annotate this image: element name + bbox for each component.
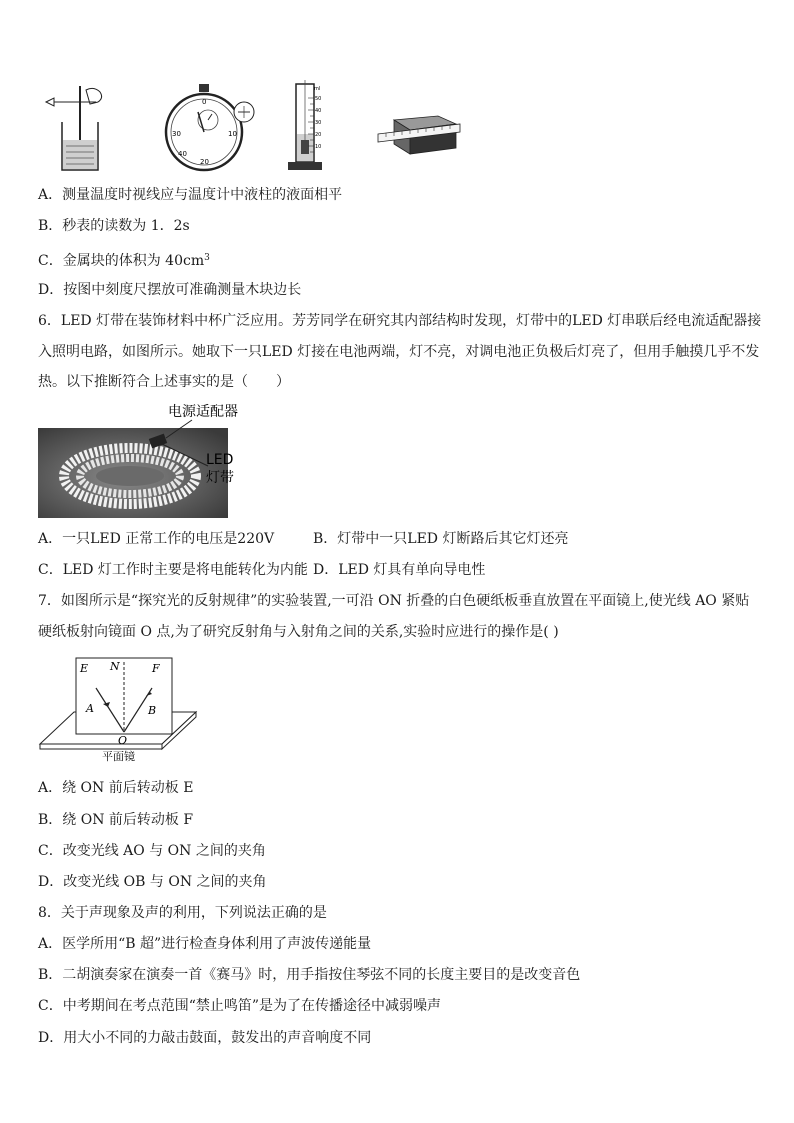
led-strip-photo [38, 400, 284, 520]
graduated-cylinder-figure [282, 80, 330, 174]
stopwatch-num-0: 0 [202, 98, 207, 106]
stopwatch-num-20: 20 [200, 158, 209, 166]
q5-option-c-superscript: 3 [204, 253, 210, 263]
stopwatch-num-10: 10 [228, 130, 237, 138]
q7-option-a: A．绕 ON 前后转动板 E [38, 780, 194, 796]
ruler-block-figure [376, 110, 462, 160]
stopwatch-num-30: 30 [172, 130, 181, 138]
led-strip-label: 灯带 [206, 470, 234, 486]
q7-stem-line2: 硬纸板射向镜面 O 点,为了研究反射角与入射角之间的关系,实验时应进行的操作是( ) [38, 624, 559, 640]
q6-stem-line1: 6．LED 灯带在装饰材料中杯广泛应用。芳芳同学在研究其内部结构时发现，灯带中的LED 灯串联后经电流适配器接 [38, 313, 762, 329]
stopwatch-figure [158, 82, 256, 174]
light-reflection-figure [38, 652, 210, 764]
q7-option-b: B．绕 ON 前后转动板 F [38, 812, 194, 828]
thermometer-figure [40, 82, 112, 174]
q7-option-d: D．改变光线 OB 与 ON 之间的夹角 [38, 874, 267, 890]
stopwatch-num-40: 40 [178, 150, 187, 158]
q5-option-d: D．按图中刻度尺摆放可准确测量木块边长 [38, 282, 302, 298]
q8-option-b: B．二胡演奏家在演奏一首《赛马》时，用手指按住琴弦不同的长度主要目的是改变音色 [38, 967, 581, 983]
cylinder-tick-30: 30 [315, 120, 322, 126]
q6-stem-line3: 热。以下推断符合上述事实的是（ ） [38, 374, 290, 390]
mirror-label: 平面镜 [102, 750, 135, 763]
q6-option-a: A．一只LED 正常工作的电压是220V [38, 531, 275, 547]
q8-stem: 8．关于声现象及声的利用，下列说法正确的是 [38, 905, 327, 921]
q6-stem-line2: 入照明电路，如图所示。她取下一只LED 灯接在电池两端，灯不亮，对调电池正负极后灯亮了，但用手触摸几乎不发 [38, 344, 760, 360]
adapter-label: 电源适配器 [168, 404, 238, 420]
cylinder-unit: ml [314, 86, 321, 92]
label-n: N [110, 660, 120, 673]
q6-option-b: B．灯带中一只LED 灯断路后其它灯还亮 [313, 531, 569, 547]
q7-option-c: C．改变光线 AO 与 ON 之间的夹角 [38, 843, 266, 859]
led-strip-figure [38, 400, 284, 520]
q7-stem-line1: 7．如图所示是“探究光的反射规律”的实验装置,一可沿 ON 折叠的白色硬纸板垂直放置在平面镜上,使光线 AO 紧贴 [38, 593, 750, 609]
label-o: O [118, 734, 128, 747]
cylinder-tick-40: 40 [315, 108, 322, 114]
q8-option-d: D．用大小不同的力敲击鼓面，鼓发出的声音响度不同 [38, 1030, 372, 1046]
q5-option-a: A．测量温度时视线应与温度计中液柱的液面相平 [38, 187, 343, 203]
q5-option-c-text: C．金属块的体积为 40cm [38, 253, 205, 269]
q6-option-d: D．LED 灯具有单向导电性 [313, 562, 486, 578]
q8-option-c: C．中考期间在考点范围“禁止鸣笛”是为了在传播途径中减弱噪声 [38, 998, 442, 1014]
led-label: LED [206, 452, 234, 468]
q5-option-c [38, 248, 210, 271]
label-f: F [152, 662, 160, 675]
label-e: E [80, 662, 89, 675]
q6-option-c: C．LED 灯工作时主要是将电能转化为内能 [38, 562, 308, 578]
label-a: A [86, 702, 94, 715]
cylinder-tick-10: 10 [315, 144, 322, 150]
q8-option-a: A．医学所用“B 超”进行检查身体利用了声波传递能量 [38, 936, 372, 952]
q5-option-b: B．秒表的读数为 1．2s [38, 218, 190, 234]
cylinder-tick-50: 50 [315, 96, 322, 102]
label-b: B [148, 704, 157, 717]
cylinder-tick-20: 20 [315, 132, 322, 138]
